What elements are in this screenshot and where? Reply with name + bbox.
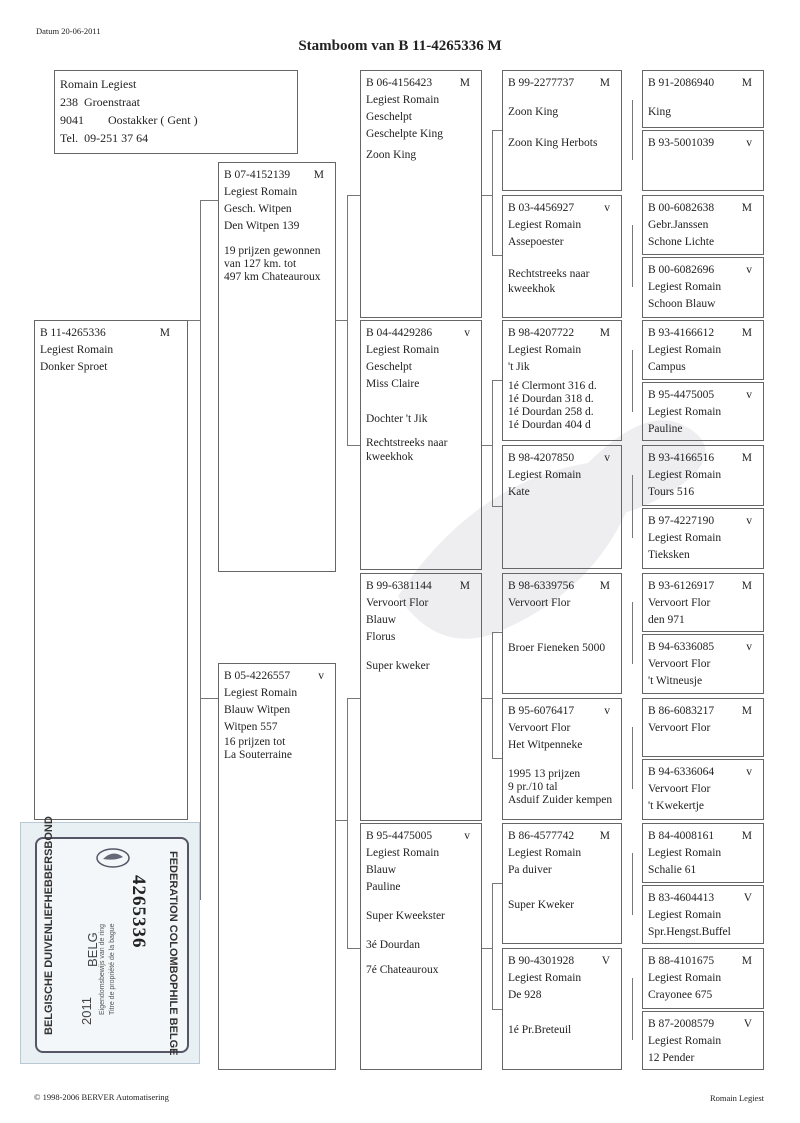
stamp-frame [35, 816, 189, 1056]
ancestor-card [642, 195, 764, 255]
sex-label: M [741, 452, 752, 464]
connector-line [200, 200, 218, 201]
connector-line [492, 380, 493, 506]
sex-label: v [746, 389, 752, 401]
ring-number: B 98-4207850 [508, 452, 575, 464]
connector-line [492, 506, 502, 507]
connector-line [632, 978, 633, 1040]
pigeon-detail: Legiest Romain [648, 532, 722, 544]
sex-label: V [743, 1018, 752, 1030]
ancestor-card [642, 70, 764, 128]
grandparent-card [360, 320, 482, 570]
connector-line [482, 445, 492, 446]
connector-line [492, 380, 502, 381]
pigeon-detail: Legiest Romain [366, 847, 440, 859]
owner-name: Romain Legiest [60, 77, 137, 91]
sex-label: v [604, 202, 610, 214]
ring-number: B 99-6381144 [366, 580, 432, 592]
pigeon-detail: Schone Lichte [648, 236, 715, 248]
pigeon-detail: 1é Pr.Breteuil [508, 1024, 572, 1036]
ring-number: B 93-4166612 [648, 327, 715, 339]
pigeon-detail: Legiest Romain [224, 186, 298, 198]
pigeon-detail: Legiest Romain [648, 281, 722, 293]
pigeon-detail: Legiest Romain [648, 344, 722, 356]
ring-number: B 86-4577742 [508, 830, 575, 842]
pigeon-detail: Legiest Romain [648, 847, 722, 859]
ring-number: B 00-6082638 [648, 202, 715, 214]
ring-number: B 88-4101675 [648, 955, 715, 967]
stamp-note-nl: Eigendomsbewijs van de ring [99, 923, 106, 1015]
pigeon-detail: 3é Dourdan [366, 939, 420, 951]
pigeon-detail: 12 Pender [648, 1052, 695, 1064]
sex-label: M [741, 955, 752, 967]
pigeon-detail: Geschelpte King [366, 128, 443, 140]
ring-number: B 11-4265336 [40, 327, 106, 339]
pigeon-detail: Vervoort Flor [648, 783, 711, 795]
ancestor-card [642, 885, 764, 944]
pigeon-detail: King [648, 106, 671, 118]
connector-line [492, 130, 493, 255]
pigeon-detail: Rechtstreeks naar [366, 437, 448, 449]
connector-line [336, 320, 347, 321]
pigeon-detail: 1é Dourdan 258 d. [508, 406, 594, 418]
pigeon-detail: Gesch. Witpen [224, 203, 292, 215]
pigeon-detail: Legiest Romain [40, 344, 114, 356]
pigeon-detail: Legiest Romain [648, 406, 722, 418]
sex-label: v [746, 515, 752, 527]
pigeon-detail: Florus [366, 631, 396, 643]
pigeon-detail: Pa duiver [508, 864, 552, 876]
pigeon-detail: Campus [648, 361, 686, 373]
connector-line [632, 602, 633, 664]
ancestor-card [642, 634, 764, 694]
connector-line [492, 632, 493, 758]
sex-label: V [743, 892, 752, 904]
owner-phone: Tel. 09-251 37 64 [60, 131, 149, 145]
ring-number: B 95-4475005 [648, 389, 715, 401]
pigeon-detail: 't Jik [508, 361, 530, 373]
connector-line [492, 758, 502, 759]
ancestor-card [642, 445, 764, 506]
connector-line [492, 255, 502, 256]
pigeon-detail: Kate [508, 486, 530, 498]
connector-line [347, 698, 348, 948]
pigeon-detail: kweekhok [508, 283, 556, 295]
sex-label: M [741, 77, 752, 89]
connector-line [200, 200, 201, 900]
pigeon-detail: Legiest Romain [648, 909, 722, 921]
pigeon-detail: 1995 13 prijzen [508, 768, 581, 780]
sex-label: V [601, 955, 610, 967]
ring-number: B 93-4166516 [648, 452, 715, 464]
pigeon-detail: van 127 km. tot [224, 258, 297, 270]
pigeon-detail: Asduif Zuider kempen [508, 794, 613, 806]
pigeon-detail: Vervoort Flor [366, 597, 429, 609]
pigeon-detail: Legiest Romain [366, 344, 440, 356]
sire-card [218, 162, 336, 572]
ring-number: B 07-4152139 [224, 169, 291, 181]
pigeon-detail: Broer Fieneken 5000 [508, 642, 606, 654]
sex-label: v [746, 264, 752, 276]
ancestor-card [642, 698, 764, 757]
sex-label: M [599, 327, 610, 339]
ancestor-card [642, 320, 764, 380]
footer-owner: Romain Legiest [709, 1093, 764, 1103]
great-grandparent-card [502, 320, 622, 441]
footer-copyright: © 1998-2006 BERVER Automatisering [34, 1092, 169, 1102]
sex-label: M [741, 327, 752, 339]
pigeon-detail: Tieksken [648, 549, 690, 561]
connector-line [336, 820, 347, 821]
connector-line [492, 130, 502, 131]
great-grandparent-card [502, 445, 622, 569]
grandparent-card [360, 823, 482, 1070]
grandparent-card [360, 70, 482, 318]
great-grandparent-card [502, 195, 622, 318]
ring-number: B 98-6339756 [508, 580, 575, 592]
connector-line [347, 195, 348, 445]
ring-number: B 04-4429286 [366, 327, 433, 339]
pigeon-detail: Miss Claire [366, 378, 420, 390]
pigeon-detail: 't Witneusje [648, 675, 703, 687]
pigeon-detail: Legiest Romain [648, 469, 722, 481]
pigeon-detail: den 971 [648, 614, 685, 626]
connector-line [492, 883, 502, 884]
pigeon-detail: Het Witpenneke [508, 739, 583, 751]
pigeon-detail: Legiest Romain [508, 469, 582, 481]
dam-card [218, 663, 336, 1070]
pigeon-detail: Zoon King Herbots [508, 137, 598, 149]
ring-number: B 98-4207722 [508, 327, 575, 339]
ancestor-card [642, 948, 764, 1009]
pigeon-detail: 't Kwekertje [648, 800, 705, 812]
ring-number: B 83-4604413 [648, 892, 715, 904]
ring-number: B 86-6083217 [648, 705, 715, 717]
pigeon-detail: Assepoester [508, 236, 564, 248]
pigeon-detail: Vervoort Flor [648, 658, 711, 670]
pigeon-detail: Geschelpt [366, 361, 412, 373]
sex-label: v [604, 452, 610, 464]
pigeon-detail: 497 km Chateauroux [224, 271, 321, 283]
pigeon-detail: Legiest Romain [648, 1035, 722, 1047]
pigeon-detail: Pauline [648, 423, 683, 435]
pigeon-detail: Vervoort Flor [508, 722, 571, 734]
sex-label: v [746, 137, 752, 149]
ancestor-card [642, 823, 764, 883]
connector-line [632, 727, 633, 789]
connector-line [347, 195, 360, 196]
ring-number: B 93-6126917 [648, 580, 715, 592]
pigeon-detail: Super Kweekster [366, 910, 445, 922]
sex-label: M [599, 77, 610, 89]
pigeon-detail: Geschelpt [366, 111, 412, 123]
pigeon-detail: Dochter 't Jik [366, 413, 428, 425]
ancestor-card [642, 382, 764, 441]
stamp-ring-number: 4265336 [128, 875, 149, 949]
stamp-federation-fr: FEDERATION COLOMBOPHILE BELGE [167, 851, 179, 1056]
connector-line [482, 195, 492, 196]
pigeon-detail: kweekhok [366, 451, 414, 463]
ring-number: B 95-4475005 [366, 830, 433, 842]
stamp-year: 2011 [79, 997, 94, 1025]
sex-label: v [746, 641, 752, 653]
pigeon-detail: Vervoort Flor [648, 722, 711, 734]
pigeon-detail: 1é Clermont 316 d. [508, 380, 597, 392]
pigeon-detail: 1é Dourdan 404 d [508, 419, 591, 431]
pigeon-detail: Schalie 61 [648, 864, 697, 876]
pigeon-detail: De 928 [508, 989, 542, 1001]
connector-line [492, 1009, 502, 1010]
page-title: Stamboom van B 11-4265336 M [298, 38, 502, 54]
connector-line [347, 948, 360, 949]
ring-number: B 94-6336085 [648, 641, 715, 653]
connector-line [632, 350, 633, 412]
pigeon-detail: Pauline [366, 881, 401, 893]
connector-line [347, 445, 360, 446]
sex-label: v [746, 766, 752, 778]
ring-number: B 90-4301928 [508, 955, 575, 967]
pigeon-detail: Tours 516 [648, 486, 695, 498]
ring-number: B 87-2008579 [648, 1018, 715, 1030]
connector-line [632, 853, 633, 915]
sex-label: v [464, 830, 470, 842]
ring-number: B 91-2086940 [648, 77, 715, 89]
pigeon-detail: Super Kweker [508, 899, 575, 911]
print-date: Datum 20-06-2011 [36, 26, 101, 36]
connector-line [482, 948, 492, 949]
pigeon-detail: Legiest Romain [508, 972, 582, 984]
pigeon-detail: Vervoort Flor [508, 597, 571, 609]
pigeon-detail: Legiest Romain [508, 344, 582, 356]
sex-label: M [741, 202, 752, 214]
ancestor-card [642, 257, 764, 318]
connector-line [632, 100, 633, 160]
ancestor-card [642, 759, 764, 820]
ring-number: B 95-6076417 [508, 705, 575, 717]
stamp-country: BELG [85, 932, 100, 967]
pigeon-detail: La Souterraine [224, 749, 293, 761]
great-grandparent-card [502, 70, 622, 191]
pigeon-detail: Blauw Witpen [224, 704, 291, 716]
pigeon-detail: Gebr.Janssen [648, 219, 709, 231]
ring-number: B 99-2277737 [508, 77, 575, 89]
pigeon-detail: Legiest Romain [648, 972, 722, 984]
sex-label: v [318, 670, 324, 682]
ring-number: B 03-4456927 [508, 202, 575, 214]
connector-line [632, 225, 633, 287]
pigeon-detail: Zoon King [366, 149, 417, 161]
pigeon-detail: 1é Dourdan 318 d. [508, 393, 594, 405]
ring-number: B 97-4227190 [648, 515, 715, 527]
stamp-note-fr: Titre de propriété de la bague [109, 923, 116, 1015]
ancestor-card [642, 130, 764, 191]
pigeon-detail: Donker Sproet [40, 361, 108, 373]
ancestor-card [642, 508, 764, 569]
pigeon-detail: Legiest Romain [224, 687, 298, 699]
stamp-emblem-icon [95, 847, 131, 869]
pigeon-detail: Blauw [366, 614, 397, 626]
pigeon-detail: Legiest Romain [366, 94, 440, 106]
sex-label: M [599, 580, 610, 592]
connector-line [200, 698, 218, 699]
ring-number: B 84-4008161 [648, 830, 715, 842]
pigeon-detail: Den Witpen 139 [224, 220, 300, 232]
sex-label: v [604, 705, 610, 717]
owner-street: 238 Groenstraat [60, 95, 140, 109]
pigeon-detail: 9 pr./10 tal [508, 781, 558, 793]
sex-label: M [599, 830, 610, 842]
pigeon-detail: Crayonee 675 [648, 989, 713, 1001]
ancestor-card [642, 1011, 764, 1070]
pigeon-detail: Rechtstreeks naar [508, 268, 590, 280]
sex-label: M [313, 169, 324, 181]
pigeon-detail: Blauw [366, 864, 397, 876]
subject-pigeon-card [34, 320, 188, 820]
owner-info-box [54, 70, 298, 154]
stamp-federation-nl: BELGISCHE DUIVENLIEFHEBBERSBOND [43, 816, 55, 1035]
pigeon-detail: Witpen 557 [224, 721, 278, 733]
pigeon-detail: 16 prijzen tot [224, 736, 286, 748]
sex-label: M [741, 705, 752, 717]
great-grandparent-card [502, 823, 622, 944]
connector-line [492, 632, 502, 633]
pigeon-detail: Super kweker [366, 660, 430, 672]
connector-line [188, 320, 200, 321]
pigeon-detail: Zoon King [508, 106, 559, 118]
pigeon-detail: Legiest Romain [508, 219, 582, 231]
pigeon-detail: Vervoort Flor [648, 597, 711, 609]
ring-number: B 00-6082696 [648, 264, 715, 276]
sex-label: M [459, 77, 470, 89]
pigeon-detail: Schoon Blauw [648, 298, 716, 310]
pigeon-detail: Legiest Romain [508, 847, 582, 859]
connector-line [492, 883, 493, 1009]
ring-number: B 05-4226557 [224, 670, 291, 682]
pigeon-detail: Spr.Hengst.Buffel [648, 926, 731, 938]
great-grandparent-card [502, 948, 622, 1070]
ring-number: B 06-4156423 [366, 77, 433, 89]
pigeon-detail: 19 prijzen gewonnen [224, 245, 321, 257]
great-grandparent-card [502, 698, 622, 820]
sex-label: M [159, 327, 170, 339]
connector-line [347, 698, 360, 699]
connector-line [632, 475, 633, 538]
connector-line [482, 698, 492, 699]
ownership-stamp [20, 816, 200, 1064]
pigeon-detail: 7é Chateauroux [366, 964, 439, 976]
ring-number: B 94-6336064 [648, 766, 715, 778]
sex-label: M [459, 580, 470, 592]
sex-label: M [741, 580, 752, 592]
grandparent-card [360, 573, 482, 821]
sex-label: M [741, 830, 752, 842]
ancestor-card [642, 573, 764, 632]
sex-label: v [464, 327, 470, 339]
ring-number: B 93-5001039 [648, 137, 715, 149]
owner-city: 9041 Oostakker ( Gent ) [60, 113, 198, 127]
great-grandparent-card [502, 573, 622, 694]
